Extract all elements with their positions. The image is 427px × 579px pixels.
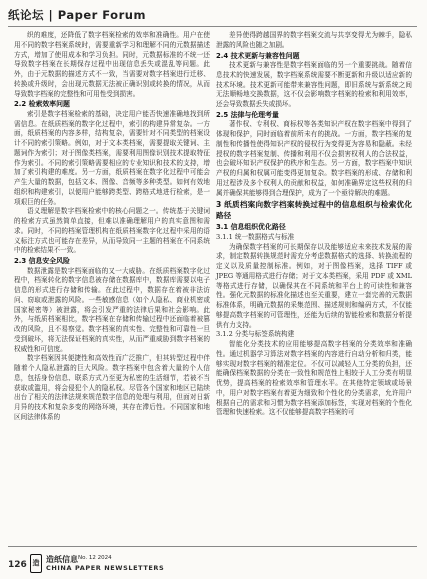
right-column <box>216 31 412 418</box>
left-column <box>14 31 210 423</box>
footer-divider <box>8 546 417 547</box>
page-number: 126 <box>8 560 27 570</box>
section-heading: 2.4 技术更新与兼容性问题 <box>216 51 300 60</box>
paragraph: 语义理解是数字档案检索中的核心问题之一。传统基于关键词的检索方式虽然简单直接，但难以准确理解用户的真实意图和需求。同时，不同的档案管理机构在纸质档案数字化过程中采用的语义标注方式也可能存在差异，从而导致同一主题的档案在不同系统中的检索结果不一致。 <box>14 207 210 255</box>
paragraph: 差异使得跨越国界的数字档案交流与共享变得尤为棘手，隐私泄露的风险也随之加剧。 <box>216 31 412 49</box>
subsection-heading: 3.1.2 分类与标签系统构建 <box>216 330 295 339</box>
subsection-heading: 3.1.1 统一数据格式与标准 <box>216 232 295 241</box>
magazine-logo: 造 <box>30 554 42 573</box>
paragraph: 织的难度，还降低了数字档案检索的效率和准确性。用户在使用不同的数字档案系统时，需要重新学习和理解不同的元数据描述方式，增加了使用成本和学习负担。同时，元数据标准的不统一还导致数字档案在长期保存过程中出现信息丢失或混乱等问题。此外，由于元数据的描述方式不一致，当需要对数字档案进行迁移、转换或升级时，会出现元数据无法被正确识别或转换的情况，从而导致数字档案的完整性和可用性受到损害。 <box>14 31 210 98</box>
paragraph: 数据泄露是数字档案面临的又一大威胁。在纸质档案数字化过程中，档案转化的数字信息被存储在数据库中，数据库需要以电子信息的形式进行存储和传输。在此过程中，数据存在着被非法访问、窃取或泄露的风险。一些敏感信息（如个人隐私、商业机密或国家秘密等）被泄露，将会引发严重的法律后果和社会影响。此外，与纸质档案相比，数字档案在存储和传输过程中还面临着被篡改的风险，且不易察觉。数字档案的真实性、完整性和可靠性一旦受到破坏，将无法保证档案的真实性，从而严重威胁到数字档案的权威性和可信度。 <box>14 266 210 353</box>
magazine-title: 造纸信息 <box>46 555 78 564</box>
section-heading: 2.2 检索效率问题 <box>14 100 70 109</box>
page-footer <box>0 546 427 579</box>
section-title: 纸论坛 | Paper Forum <box>8 8 146 22</box>
paragraph: 数字档案因其便捷性和高效性而广泛推广，但其转型过程中伴随着个人隐私泄露的巨大风险。数字档案中包含着大量的个人信息，包括身份信息、联系方式乃至更为私密的生活细节，若被不当获取或滥用，将会侵犯个人的隐私权。尽管各个国家和地区已陆续出台了相关的法律法规来规范数字信息的处理与利用，但面对日新月异的技术和复杂多变的网络环境，其存在滞后性。不同国家和地区间法律体系的 <box>14 354 210 421</box>
header-divider <box>8 26 417 27</box>
section-heading: 2.5 法律与伦理考量 <box>216 110 279 119</box>
paragraph: 为确保数字档案的可长期保存以及能够适应未来技术发展的需求，制定数据转换规范时需充分考虑数据格式的选择、转换流程的定义以及质量控制标准。例如，对于图像档案，选择 TIFF 或 JPEG 等通用格式进行存储；对于文本类档案，采用 PDF 或 XML 等格式进行存储，以确保其在不同系统和平台上的可读性和兼容性。强化元数据的标准化描述也至关重要，建立一套完善的元数据标准体系，明确元数据的采集范围、描述规则和编码方式，不仅能够提高数字档案的可管理性，还能为后续的智能检索和数据分析提供有力支持。 <box>216 242 412 329</box>
magazine-english-title: CHINA PAPER NEWSLETTERS <box>46 564 165 572</box>
chapter-heading: 3 纸质档案向数字档案转换过程中的信息组织与检索优化路径 <box>216 200 412 220</box>
page-header <box>0 0 427 28</box>
paragraph: 技术更新与兼容性是数字档案面临的另一个重要挑战。随着信息技术的快速发展，数字档案系统需要不断更新和升级以适应新的技术环境。技术更新可能带来兼容性问题，即旧系统与新系统之间无法顺畅地交换数据，这不仅会影响数字档案的检索和利用效率，还会导致数据丢失或损坏。 <box>216 61 412 108</box>
paragraph: 智能化分类技术的应用能够提高数字档案的分类效率和准确性。通过机器学习算法对数字档案的内容进行自动分析和归类，能够实现对数字档案的精准定位。不仅可以减轻人工分类的负担，还能确保档案数据的分类在一致性和规范性上相较于人工分类有明显优势，提高档案的检索效率和管理水平。在其他特定领域或场景中，用户对数字档案有着更为细致和个性化的分类需求，允许用户根据自己的需求和习惯为数字档案添加标签，实现对档案的个性化管理和快速检索。这不仅能够提高数字档案的可 <box>216 340 412 417</box>
section-heading: 3.1 信息组织优化路径 <box>216 223 286 232</box>
issue-number: No. 12 2024 <box>78 555 112 561</box>
section-heading: 2.3 信息安全风险 <box>14 257 70 265</box>
paragraph: 著作权、专利权、商标权等各类知识产权在数字档案中得到了体现和保护，同时面临着前所未有的挑战。一方面，数字档案的复制性和传播性使得知识产权的侵权行为变得更为容易和隐蔽。未经授权的数字档案复制、传播和利用不仅会损害权利人的合法权益，也会破坏知识产权保护的秩序和生态。另一方面，数字档案中知识产权的归属和权属可能变得更加复杂。数字档案的形成、存储和利用过程涉及多个权利人的贡献和权益，如何准确界定这些权利的归属并确保其能够得到合理保护，成为了一个亟待解决的难题。 <box>216 120 412 197</box>
paragraph: 索引是数字档案检索的基础，决定用户能否快速准确地找到所需信息。在纸质档案的数字化过程中，索引的构建异常复杂。一方面，纸质档案的内容多样，结构复杂，需要针对不同类型的档案设计不同的索引策略。例如，对于文本类档案，需要提取关键词、主题词作为索引；对于图像类档案，需要利用图像识别技术提取特征作为索引。不同的索引策略需要相应的专业知识和技术的支持，增加了索引构建的难度。另一方面，纸质档案在数字化过程中可能会产生大量的数据，包括文本、图像、音频等多种类型。如何有效地组织和构建索引，以便用户能够跨类型、跨格式地进行检索，是一项艰巨的任务。 <box>14 109 210 206</box>
